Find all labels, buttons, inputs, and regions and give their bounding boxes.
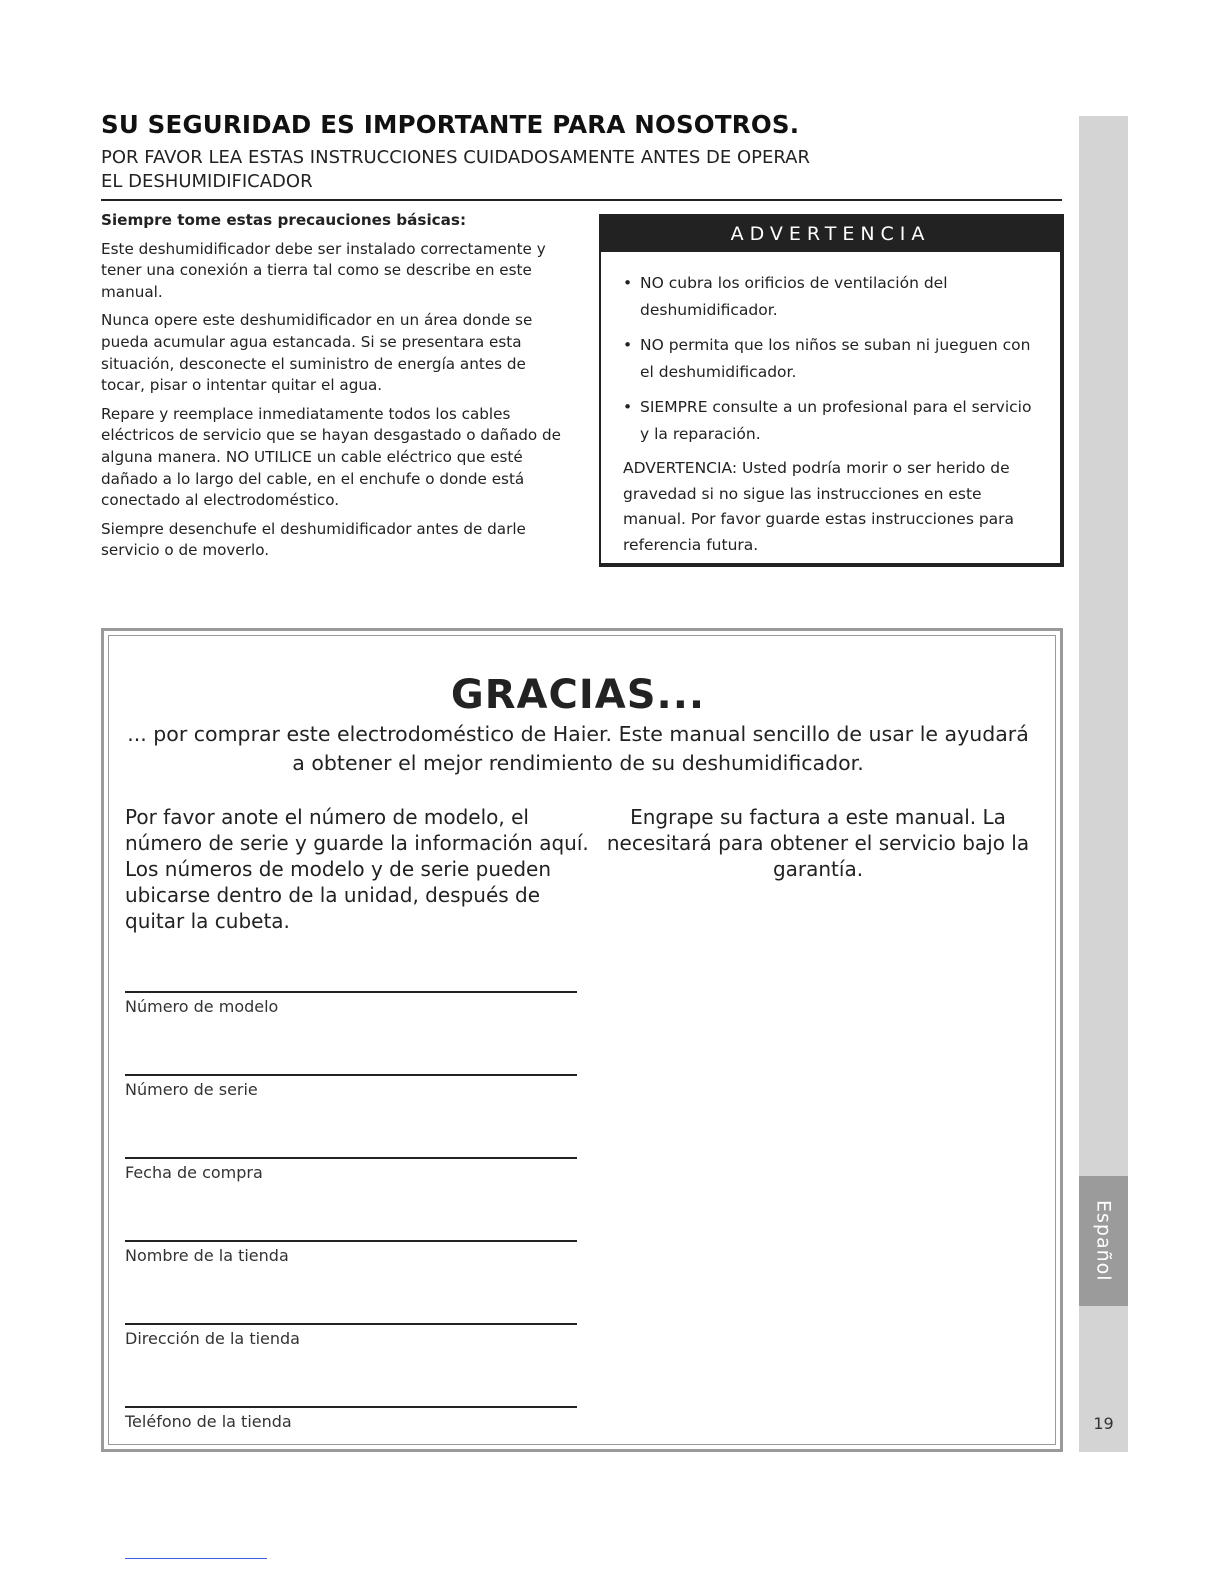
precaution-paragraph: Siempre desenchufe el deshumidificador antes de darle servicio o de moverlo.: [101, 519, 526, 560]
warning-box: [599, 214, 1064, 567]
store-address-field[interactable]: Dirección de la tienda: [125, 1323, 577, 1348]
title-divider: [101, 199, 1062, 201]
warning-note: ADVERTENCIA: Usted podría morir o ser herido de gravedad si no sigue las instrucciones en este manual. Por favor guarde estas instrucciones para referencia futura.: [623, 459, 1015, 554]
page-title: SU SEGURIDAD ES IMPORTANTE PARA NOSOTROS.: [101, 110, 800, 139]
subtitle-line: EL DESHUMIDIFICADOR: [101, 171, 313, 192]
precautions-heading: Siempre tome estas precauciones básicas:: [101, 211, 467, 229]
store-phone-field[interactable]: Teléfono de la tienda: [125, 1406, 577, 1431]
precaution-paragraph: Este deshumidificador debe ser instalado correctamente y tener una conexión a tierra tal como se describe en este manual.: [101, 239, 546, 301]
warning-item: [623, 270, 1040, 324]
thank-you-title: GRACIAS...: [450, 672, 706, 718]
page-number: 19: [1093, 1414, 1114, 1433]
warning-list: [601, 252, 1060, 448]
warning-item-text: NO cubra los orificios de ventilación del deshumidificador.: [640, 274, 948, 319]
serial-number-field[interactable]: Número de serie: [125, 1074, 577, 1099]
staple-receipt-note: Engrape su factura a este manual. La necesitará para obtener el servicio bajo la garantía.: [606, 805, 1030, 881]
precaution-paragraph: Repare y reemplace inmediatamente todos los cables eléctricos de servicio que se hayan desgastado o dañado de alguna manera. NO UTILICE un cable eléctrico que esté dañado a lo largo del cable, en el enchufe o donde está conectado al electrodoméstico.: [101, 404, 561, 510]
language-tab-label: Español: [1092, 1200, 1115, 1282]
bullet-icon: •: [623, 398, 633, 416]
warning-item-text: NO permita que los niños se suban ni jueguen con el deshumidificador.: [640, 336, 1031, 381]
warning-item: [623, 332, 1040, 386]
bullet-icon: •: [623, 336, 633, 354]
warning-item-text: SIEMPRE consulte a un profesional para el servicio y la reparación.: [640, 398, 1032, 443]
subtitle-line: POR FAVOR LEA ESTAS INSTRUCCIONES CUIDADOSAMENTE ANTES DE OPERAR: [101, 147, 810, 168]
page-subtitle: [101, 146, 1061, 194]
warning-item: [623, 394, 1040, 448]
precautions-section: [101, 210, 571, 569]
precaution-paragraph: Nunca opere este deshumidificador en un área donde se pueda acumular agua estancada. Si se presentara esta situación, desconecte el suministro de energía antes de tocar, pisar o intentar quitar el agua.: [101, 311, 533, 395]
footer-line: [125, 1558, 267, 1559]
store-name-field[interactable]: Nombre de la tienda: [125, 1240, 577, 1265]
warning-header: ADVERTENCIA: [601, 216, 1060, 252]
bullet-icon: •: [623, 274, 633, 292]
purchase-date-field[interactable]: Fecha de compra: [125, 1157, 577, 1182]
model-number-field[interactable]: Número de modelo: [125, 991, 577, 1016]
record-instructions: Por favor anote el número de modelo, el número de serie y guarde la información aquí. Los números de modelo y de serie pueden ubicarse dentro de la unidad, después de quitar la cubeta.: [125, 805, 589, 933]
thank-you-subtitle: ... por comprar este electrodoméstico de Haier. Este manual sencillo de usar le ayudará a obtener el mejor rendimiento de su deshumidificador.: [127, 722, 1029, 775]
